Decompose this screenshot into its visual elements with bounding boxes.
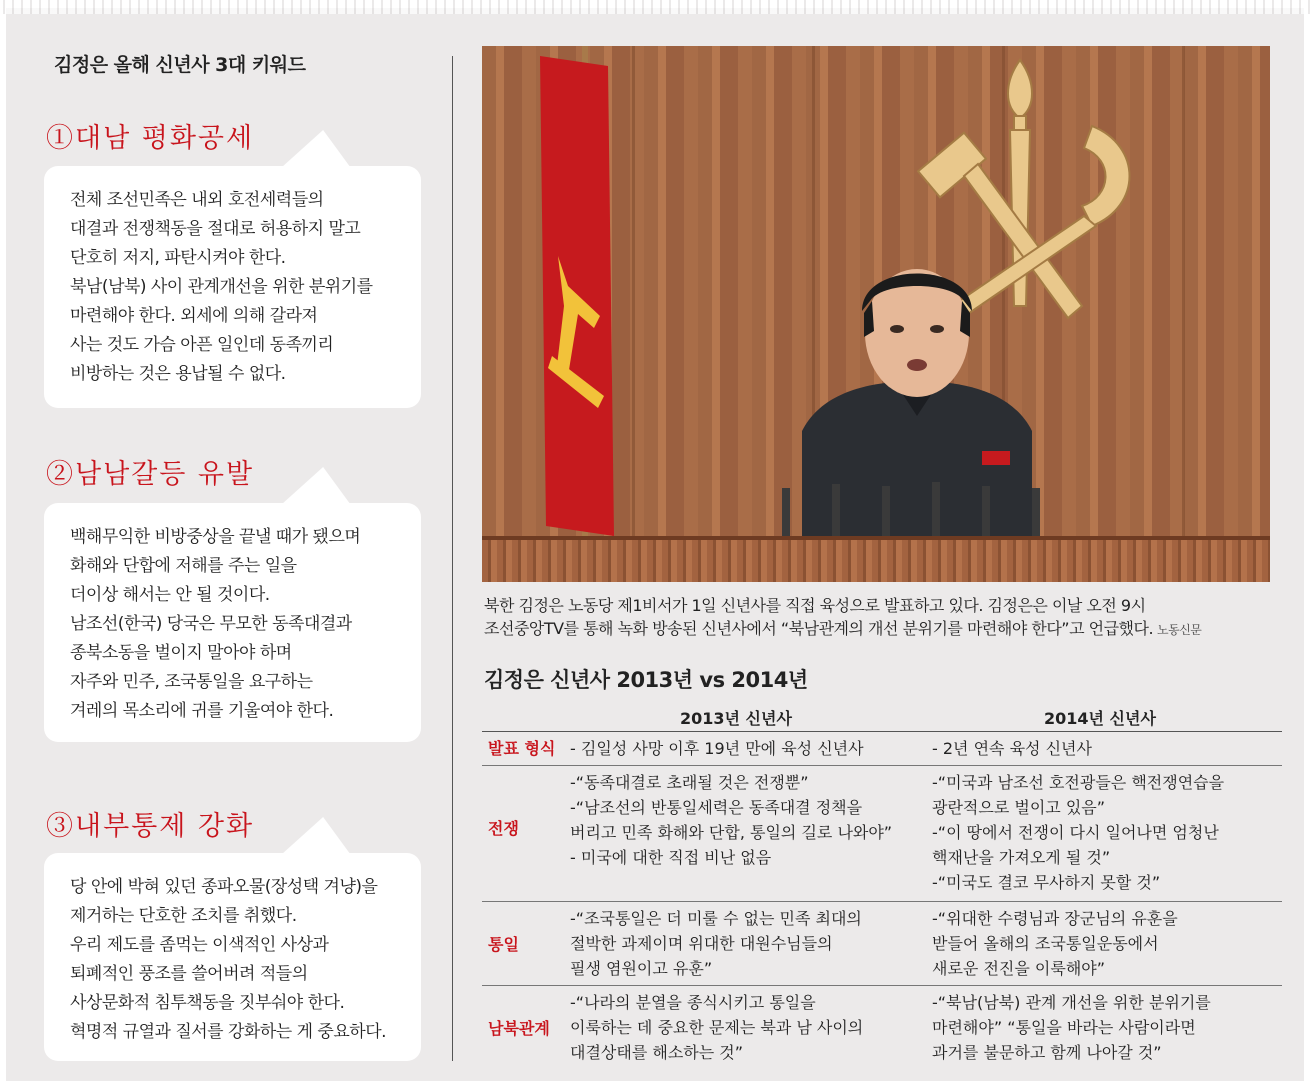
cell-line: 핵재난을 가져오게 될 것” [932, 848, 1111, 867]
cell-line: -“미국도 결코 무사하지 못할 것” [932, 873, 1161, 892]
comparison-header [482, 700, 1282, 732]
comparison-table [482, 700, 1282, 1070]
column-divider [452, 56, 453, 1061]
table-row [482, 986, 1282, 1070]
keyword-heading-1: ①대남 평화공세 [46, 123, 255, 154]
bubble-line: 백해무익한 비방중상을 끝낼 때가 됐으며 [70, 527, 361, 547]
cell-line: -“위대한 수령님과 장군님의 유훈을 [932, 909, 1178, 928]
cell-2013 [570, 906, 862, 981]
caption-line-1: 북한 김정은 노동당 제1비서가 1일 신년사를 직접 육성으로 발표하고 있다. 김정은은 이날 오전 9시 [484, 596, 1146, 615]
cell-line: 광란적으로 벌이고 있음” [932, 798, 1106, 817]
microphones [762, 466, 1092, 536]
table-row [482, 732, 1282, 766]
cell-2014 [932, 906, 1178, 981]
bubble-line: 당 안에 박혀 있던 종파오물(장성택 겨냥)을 [70, 877, 378, 897]
cell-2014 [932, 990, 1211, 1065]
bubble-line: 겨레의 목소리에 귀를 기울여야 한다. [70, 701, 334, 721]
bubble-line: 사는 것도 가슴 아픈 일인데 동족끼리 [70, 335, 334, 355]
cell-2013 [570, 770, 892, 870]
photo-credit: 노동신문 [1157, 623, 1202, 637]
cell-line: -“남조선의 반통일세력은 동족대결 정책을 [570, 798, 863, 817]
cell-line: - 김일성 사망 이후 19년 만에 육성 신년사 [570, 739, 864, 758]
bubble-line: 남조선(한국) 당국은 무모한 동족대결과 [70, 614, 352, 634]
photo-caption [484, 594, 1284, 642]
column-header-2014: 2014년 신년사 [1044, 709, 1156, 728]
row-label: 통일 [488, 935, 519, 954]
bubble-line: 비방하는 것은 용납될 수 없다. [70, 364, 286, 384]
comparison-title: 김정은 신년사 2013년 vs 2014년 [484, 668, 808, 692]
bubble-line: 우리 제도를 좀먹는 이색적인 사상과 [70, 935, 329, 955]
bubble-line: 대결과 전쟁책동을 절대로 허용하지 말고 [70, 219, 361, 239]
keyword-bubble-3 [44, 853, 421, 1061]
bubble-line: 자주와 민주, 조국통일을 요구하는 [70, 672, 313, 692]
cell-line: 절박한 과제이며 위대한 대원수님들의 [570, 934, 833, 953]
cell-line: -“북남(남북) 관계 개선을 위한 분위기를 [932, 993, 1211, 1012]
cell-line: 마련해야” “통일을 바라는 사람이라면 [932, 1018, 1196, 1037]
cell-line: 버리고 민족 화해와 단합, 통일의 길로 나와야” [570, 823, 893, 842]
cell-line: 이룩하는 데 중요한 문제는 북과 남 사이의 [570, 1018, 864, 1037]
cell-line: -“이 땅에서 전쟁이 다시 일어나면 엄청난 [932, 823, 1219, 842]
keyword-heading-3: ③내부통제 강화 [46, 811, 255, 842]
cell-line: -“나라의 분열을 종식시키고 통일을 [570, 993, 816, 1012]
caption-line-2: 조선중앙TV를 통해 녹화 방송된 신년사에서 “북남관계의 개선 분위기를 마련해야 한다”고 언급했다. [484, 619, 1154, 638]
cell-line: - 2년 연속 육성 신년사 [932, 739, 1092, 758]
bubble-line: 더이상 해서는 안 될 것이다. [70, 585, 270, 605]
row-label: 전쟁 [488, 819, 519, 838]
bubble-line: 종북소동을 벌이지 말아야 하며 [70, 643, 292, 663]
party-flag [538, 56, 616, 536]
bubble-line: 퇴폐적인 풍조를 쓸어버려 적들의 [70, 964, 308, 984]
cell-line: - 미국에 대한 직접 비난 없음 [570, 848, 772, 867]
torn-edge [0, 0, 1310, 14]
bubble-line: 사상문화적 침투책동을 짓부숴야 한다. [70, 993, 345, 1013]
cell-2013 [570, 990, 863, 1065]
bubble-line: 혁명적 규열과 질서를 강화하는 게 중요하다. [70, 1022, 387, 1042]
cell-line: 대결상태를 해소하는 것” [570, 1043, 744, 1062]
cell-2013 [570, 736, 864, 761]
left-panel-title: 김정은 올해 신년사 3대 키워드 [54, 54, 306, 76]
cell-2014 [932, 736, 1092, 761]
table-row [482, 766, 1282, 902]
bubble-line: 단호히 저지, 파탄시켜야 한다. [70, 248, 286, 268]
cell-line: -“동족대결로 초래될 것은 전쟁뿐” [570, 773, 809, 792]
keyword-bubble-2 [44, 503, 421, 742]
bubble-line: 마련해야 한다. 외세에 의해 갈라져 [70, 306, 318, 326]
bubble-line: 제거하는 단호한 조치를 취했다. [70, 906, 297, 926]
bubble-line: 전체 조선민족은 내외 호전세력들의 [70, 190, 324, 210]
keyword-bubble-1 [44, 166, 421, 408]
bubble-line: 화해와 단합에 저해를 주는 일을 [70, 556, 297, 576]
column-header-2013: 2013년 신년사 [680, 709, 792, 728]
cell-2014 [932, 770, 1224, 895]
row-label: 남북관계 [488, 1019, 550, 1038]
row-label: 발표 형식 [488, 739, 556, 758]
cell-line: -“조국통일은 더 미룰 수 없는 민족 최대의 [570, 909, 862, 928]
bubble-line: 북남(남북) 사이 관계개선을 위한 분위기를 [70, 277, 373, 297]
wall-panel-seam [1182, 46, 1185, 582]
table-row [482, 902, 1282, 986]
keyword-heading-2: ②남남갈등 유발 [46, 459, 255, 490]
cell-line: 새로운 전진을 이룩해야” [932, 959, 1106, 978]
cell-line: 과거를 불문하고 함께 나아갈 것” [932, 1043, 1162, 1062]
cell-line: 필생 염원이고 유훈” [570, 959, 713, 978]
cell-line: 받들어 올해의 조국통일운동에서 [932, 934, 1159, 953]
cell-line: -“미국과 남조선 호전광들은 핵전쟁연습을 [932, 773, 1225, 792]
speech-photo [482, 46, 1270, 582]
wall-panel-seam [632, 46, 635, 582]
podium-desk [482, 536, 1270, 582]
